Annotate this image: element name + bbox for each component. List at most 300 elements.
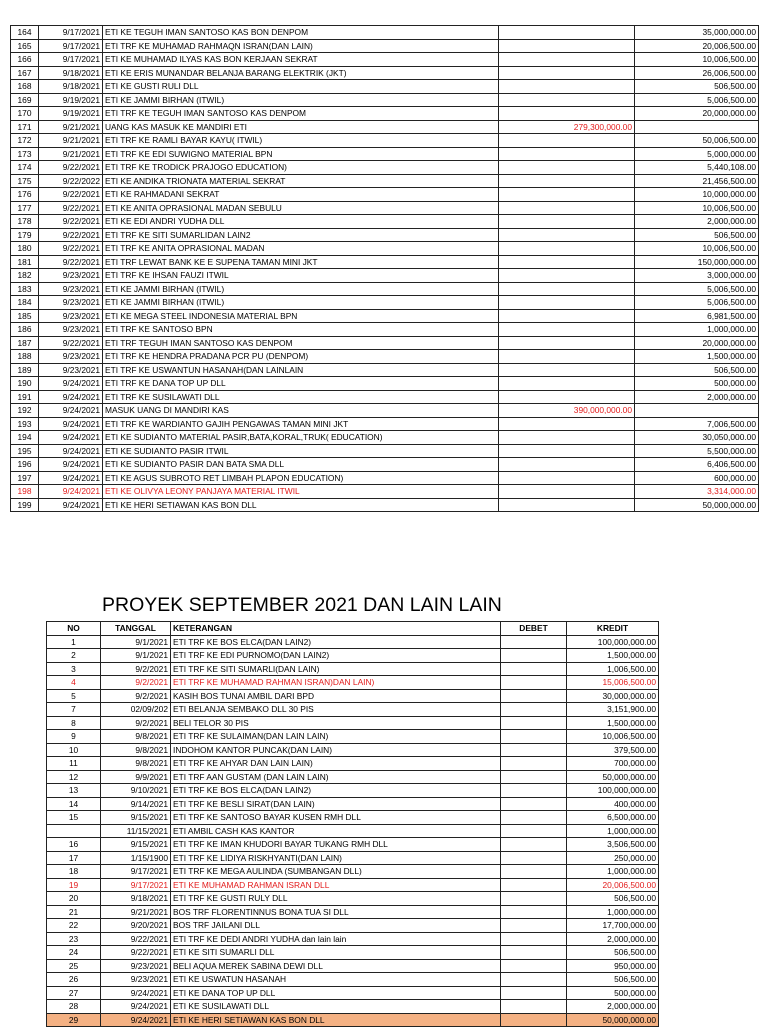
row-credit: 50,000,000.00 [635,498,759,512]
row-credit: 500,000.00 [567,986,659,1000]
row-number: 4 [47,676,101,690]
table-row [47,1013,659,1027]
row-description: ETI TRF KE MEGA AULINDA (SUMBANGAN DLL) [171,865,501,879]
row-debit [499,161,635,175]
row-debit [499,53,635,67]
row-credit: 10,006,500.00 [635,201,759,215]
row-date: 9/8/2021 [101,743,171,757]
row-number: 9 [47,730,101,744]
row-description: ETI KE JAMMI BIRHAN (ITWIL) [103,282,499,296]
table-row [11,350,759,364]
header-credit: KREDIT [567,622,659,636]
row-date: 9/24/2021 [39,444,103,458]
row-credit: 21,456,500.00 [635,174,759,188]
row-debit [499,390,635,404]
row-number: 11 [47,757,101,771]
row-description: ETI KE DANA TOP UP DLL [171,986,501,1000]
row-description: ETI KE TEGUH IMAN SANTOSO KAS BON DENPOM [103,26,499,40]
row-credit: 20,006,500.00 [567,878,659,892]
table-row [47,743,659,757]
row-date: 9/15/2021 [101,811,171,825]
row-debit: 279,300,000.00 [499,120,635,134]
row-debit [499,485,635,499]
table-row [47,811,659,825]
row-credit: 1,500,000.00 [567,649,659,663]
row-date: 9/22/2021 [39,215,103,229]
row-number: 23 [47,932,101,946]
row-debit [499,134,635,148]
row-number: 177 [11,201,39,215]
row-date: 9/2/2021 [101,689,171,703]
row-credit: 1,500,000.00 [567,716,659,730]
row-date: 9/18/2021 [39,66,103,80]
header-description: KETERANGAN [171,622,501,636]
row-description: ETI KE SITI SUMARLI DLL [171,946,501,960]
row-date: 9/23/2021 [39,323,103,337]
header-debit: DEBET [501,622,567,636]
row-debit [499,471,635,485]
row-credit: 100,000,000.00 [567,635,659,649]
row-credit: 3,506,500.00 [567,838,659,852]
row-number: 183 [11,282,39,296]
row-credit [635,120,759,134]
row-description: ETI KE OLIVYA LEONY PANJAYA MATERIAL ITWIL [103,485,499,499]
row-credit: 1,006,500.00 [567,662,659,676]
row-description: ETI TRF KE TEGUH IMAN SANTOSO KAS DENPOM [103,107,499,121]
table-row [47,919,659,933]
row-credit: 250,000.00 [567,851,659,865]
row-credit: 50,000,000.00 [567,770,659,784]
row-credit: 5,006,500.00 [635,93,759,107]
row-description: ETI AMBIL CASH KAS KANTOR [171,824,501,838]
row-description: ETI TRF KE EDI PURNOMO(DAN LAIN2) [171,649,501,663]
row-number: 1 [47,635,101,649]
table-row [47,973,659,987]
row-debit [501,865,567,879]
table-row [47,649,659,663]
row-debit [499,377,635,391]
row-credit: 20,000,000.00 [635,336,759,350]
row-description: BELI TELOR 30 PIS [171,716,501,730]
table-row [11,26,759,40]
row-date: 9/23/2021 [39,269,103,283]
table-row [47,986,659,1000]
row-debit [499,93,635,107]
row-date: 9/22/2021 [39,161,103,175]
row-number: 15 [47,811,101,825]
row-number: 8 [47,716,101,730]
row-date: 9/17/2021 [39,39,103,53]
row-description: UANG KAS MASUK KE MANDIRI ETI [103,120,499,134]
row-credit: 26,006,500.00 [635,66,759,80]
row-description: INDOHOM KANTOR PUNCAK(DAN LAIN) [171,743,501,757]
row-number: 16 [47,838,101,852]
row-number: 25 [47,959,101,973]
row-description: ETI TRF KE SUSILAWATI DLL [103,390,499,404]
table-row [11,417,759,431]
row-number: 187 [11,336,39,350]
row-description: ETI TRF KE SITI SUMARLI(DAN LAIN) [171,662,501,676]
row-credit: 1,000,000.00 [635,323,759,337]
row-description: ETI TRF KE MUHAMAD RAHMAQN ISRAN(DAN LAIN) [103,39,499,53]
table-row [11,296,759,310]
row-number: 17 [47,851,101,865]
row-description: ETI KE JAMMI BIRHAN (ITWIL) [103,296,499,310]
table-row [11,174,759,188]
row-description: ETI KE ANITA OPRASIONAL MADAN SEBULU [103,201,499,215]
row-credit: 5,000,000.00 [635,147,759,161]
row-credit: 5,006,500.00 [635,282,759,296]
row-credit: 100,000,000.00 [567,784,659,798]
table-row [47,689,659,703]
table-row [47,851,659,865]
row-date: 9/24/2021 [39,390,103,404]
row-date: 9/22/2021 [39,228,103,242]
table-row [47,878,659,892]
row-debit [501,811,567,825]
row-date: 9/2/2021 [101,716,171,730]
row-credit: 1,000,000.00 [567,824,659,838]
row-credit: 15,006,500.00 [567,676,659,690]
row-debit [501,878,567,892]
row-number: 186 [11,323,39,337]
row-description: ETI TRF KE EDI SUWIGNO MATERIAL BPN [103,147,499,161]
row-debit [499,215,635,229]
row-date: 9/22/2021 [39,201,103,215]
row-date: 9/14/2021 [101,797,171,811]
table-row [11,66,759,80]
row-description: ETI TRF KE LIDIYA RISKHYANTI(DAN LAIN) [171,851,501,865]
row-debit [499,269,635,283]
row-debit [499,498,635,512]
row-date: 9/1/2021 [101,635,171,649]
row-description: ETI TRF KE IHSAN FAUZI ITWIL [103,269,499,283]
row-debit [499,363,635,377]
row-number: 20 [47,892,101,906]
table-row [11,471,759,485]
table-row [11,107,759,121]
table-row [47,959,659,973]
row-credit: 600,000.00 [635,471,759,485]
row-date: 9/24/2021 [39,431,103,445]
row-debit [501,824,567,838]
row-number: 26 [47,973,101,987]
row-date: 9/22/2021 [101,946,171,960]
row-number [47,824,101,838]
table-row [11,498,759,512]
row-number: 14 [47,797,101,811]
row-description: ETI TRF KE GUSTI RULY DLL [171,892,501,906]
row-credit: 150,000,000.00 [635,255,759,269]
row-credit: 3,314,000.00 [635,485,759,499]
row-credit: 3,000,000.00 [635,269,759,283]
table-row [11,269,759,283]
row-credit [635,404,759,418]
table-row [11,80,759,94]
row-number: 165 [11,39,39,53]
row-credit: 506,500.00 [567,892,659,906]
row-description: ETI KE RAHMADANI SEKRAT [103,188,499,202]
row-debit [501,959,567,973]
row-debit [499,26,635,40]
row-date: 9/18/2021 [39,80,103,94]
row-number: 28 [47,1000,101,1014]
row-number: 196 [11,458,39,472]
row-date: 9/21/2021 [39,120,103,134]
row-debit [501,784,567,798]
row-date: 9/17/2021 [39,53,103,67]
row-number: 24 [47,946,101,960]
row-number: 7 [47,703,101,717]
row-number: 181 [11,255,39,269]
row-number: 164 [11,26,39,40]
row-number: 21 [47,905,101,919]
row-credit: 1,500,000.00 [635,350,759,364]
row-number: 29 [47,1013,101,1027]
table-row [11,404,759,418]
row-description: ETI KE ERIS MUNANDAR BELANJA BARANG ELEKTRIK (JKT) [103,66,499,80]
row-debit [499,309,635,323]
row-credit: 30,050,000.00 [635,431,759,445]
row-date: 9/23/2021 [39,282,103,296]
row-number: 185 [11,309,39,323]
row-date: 9/24/2021 [39,498,103,512]
row-description: ETI TRF KE SULAIMAN(DAN LAIN LAIN) [171,730,501,744]
row-description: ETI TRF AAN GUSTAM (DAN LAIN LAIN) [171,770,501,784]
row-number: 18 [47,865,101,879]
row-number: 184 [11,296,39,310]
row-credit: 506,500.00 [635,228,759,242]
row-credit: 506,500.00 [635,363,759,377]
row-number: 5 [47,689,101,703]
row-number: 180 [11,242,39,256]
row-credit: 10,006,500.00 [635,53,759,67]
row-debit [499,255,635,269]
row-debit [499,323,635,337]
row-credit: 6,500,000.00 [567,811,659,825]
table-row [11,147,759,161]
row-debit [499,350,635,364]
row-date: 9/23/2021 [39,309,103,323]
row-description: ETI KE AGUS SUBROTO RET LIMBAH PLAPON EDUCATION) [103,471,499,485]
table-row [47,784,659,798]
row-date: 9/2/2021 [101,662,171,676]
row-number: 198 [11,485,39,499]
row-debit [501,946,567,960]
row-date: 9/23/2021 [101,973,171,987]
table-row [11,444,759,458]
table-row [11,53,759,67]
row-debit [499,66,635,80]
row-debit: 390,000,000.00 [499,404,635,418]
row-credit: 6,981,500.00 [635,309,759,323]
row-credit: 506,500.00 [635,80,759,94]
table-row [11,377,759,391]
row-debit [501,919,567,933]
row-date: 9/24/2021 [39,458,103,472]
row-date: 9/22/2021 [39,255,103,269]
row-date: 1/15/1900 [101,851,171,865]
row-debit [499,296,635,310]
table-row [47,865,659,879]
row-date: 9/21/2021 [39,134,103,148]
row-debit [501,730,567,744]
row-number: 194 [11,431,39,445]
row-number: 189 [11,363,39,377]
row-description: ETI TRF KE DEDI ANDRI YUDHA dan lain lain [171,932,501,946]
row-debit [501,689,567,703]
row-date: 9/20/2021 [101,919,171,933]
table-row [47,703,659,717]
row-description: ETI TRF KE BOS ELCA(DAN LAIN2) [171,784,501,798]
row-date: 9/8/2021 [101,757,171,771]
row-description: ETI TRF KE ANITA OPRASIONAL MADAN [103,242,499,256]
row-description: ETI KE MUHAMAD RAHMAN ISRAN DLL [171,878,501,892]
table-row [11,39,759,53]
table-row [11,323,759,337]
row-credit: 10,000,000.00 [635,188,759,202]
row-debit [499,188,635,202]
row-credit: 400,000.00 [567,797,659,811]
header-no: NO [47,622,101,636]
row-credit: 10,006,500.00 [567,730,659,744]
row-credit: 3,151,900.00 [567,703,659,717]
row-debit [501,838,567,852]
row-description: ETI TRF KE BESLI SIRAT(DAN LAIN) [171,797,501,811]
row-debit [501,703,567,717]
row-number: 22 [47,919,101,933]
table-row [11,93,759,107]
row-description: ETI KE HERI SETIAWAN KAS BON DLL [171,1013,501,1027]
row-credit: 2,000,000.00 [635,390,759,404]
project-ledger-table [46,621,659,1027]
row-date: 9/10/2021 [101,784,171,798]
row-description: BOS TRF JAILANI DLL [171,919,501,933]
row-debit [501,973,567,987]
row-credit: 50,000,000.00 [567,1013,659,1027]
table-row [47,757,659,771]
row-debit [499,39,635,53]
row-credit: 20,000,000.00 [635,107,759,121]
table-row [47,797,659,811]
row-description: ETI BELANJA SEMBAKO DLL 30 PIS [171,703,501,717]
row-date: 9/15/2021 [101,838,171,852]
table-row [47,635,659,649]
row-credit: 6,406,500.00 [635,458,759,472]
row-debit [501,905,567,919]
row-number: 172 [11,134,39,148]
row-number: 10 [47,743,101,757]
row-date: 9/24/2021 [101,986,171,1000]
table-row [11,201,759,215]
row-date: 9/24/2021 [101,1013,171,1027]
row-description: MASUK UANG DI MANDIRI KAS [103,404,499,418]
row-date: 02/09/202 [101,703,171,717]
row-number: 178 [11,215,39,229]
row-debit [499,147,635,161]
table-row [11,188,759,202]
row-description: ETI KE SUDIANTO PASIR DAN BATA SMA DLL [103,458,499,472]
row-credit: 379,500.00 [567,743,659,757]
row-credit: 7,006,500.00 [635,417,759,431]
row-description: ETI KE GUSTI RULI DLL [103,80,499,94]
table-row [11,363,759,377]
row-credit: 35,000,000.00 [635,26,759,40]
row-number: 197 [11,471,39,485]
table-row [11,255,759,269]
header-date: TANGGAL [101,622,171,636]
row-date: 9/24/2021 [39,471,103,485]
row-credit: 1,000,000.00 [567,865,659,879]
table-row [11,390,759,404]
row-number: 199 [11,498,39,512]
row-date: 9/24/2021 [39,377,103,391]
row-number: 168 [11,80,39,94]
table-row [11,215,759,229]
row-date: 9/17/2021 [101,865,171,879]
row-date: 9/2/2021 [101,676,171,690]
row-debit [499,444,635,458]
row-number: 167 [11,66,39,80]
table-row [11,458,759,472]
row-debit [501,932,567,946]
row-debit [501,662,567,676]
table-row [47,946,659,960]
row-description: ETI TRF LEWAT BANK KE E SUPENA TAMAN MINI JKT [103,255,499,269]
row-number: 27 [47,986,101,1000]
row-description: ETI TRF KE MUHAMAD RAHMAN ISRAN)DAN LAIN) [171,676,501,690]
row-credit: 500,000.00 [635,377,759,391]
row-number: 192 [11,404,39,418]
table-row [11,282,759,296]
row-description: ETI TRF KE DANA TOP UP DLL [103,377,499,391]
table-row [47,730,659,744]
row-date: 9/9/2021 [101,770,171,784]
row-number: 182 [11,269,39,283]
row-date: 9/19/2021 [39,107,103,121]
row-debit [499,80,635,94]
row-number: 191 [11,390,39,404]
row-debit [501,851,567,865]
row-debit [499,458,635,472]
table-row [11,134,759,148]
row-date: 11/15/2021 [101,824,171,838]
table-row [47,892,659,906]
row-debit [499,201,635,215]
table-row [47,676,659,690]
row-debit [499,431,635,445]
row-debit [501,986,567,1000]
row-credit: 5,500,000.00 [635,444,759,458]
row-description: ETI KE ANDIKA TRIONATA MATERIAL SEKRAT [103,174,499,188]
row-date: 9/8/2021 [101,730,171,744]
row-credit: 30,000,000.00 [567,689,659,703]
row-debit [501,770,567,784]
row-description: ETI KE MUHAMAD ILYAS KAS BON KERJAAN SEKRAT [103,53,499,67]
row-credit: 2,000,000.00 [635,215,759,229]
row-debit [499,174,635,188]
row-description: ETI TRF KE HENDRA PRADANA PCR PU (DENPOM) [103,350,499,364]
row-description: ETI TRF KE SANTOSO BAYAR KUSEN RMH DLL [171,811,501,825]
row-credit: 5,006,500.00 [635,296,759,310]
row-date: 9/24/2021 [39,404,103,418]
row-number: 166 [11,53,39,67]
row-date: 9/23/2021 [39,350,103,364]
row-credit: 2,000,000.00 [567,1000,659,1014]
row-credit: 700,000.00 [567,757,659,771]
row-number: 179 [11,228,39,242]
table-row [47,838,659,852]
